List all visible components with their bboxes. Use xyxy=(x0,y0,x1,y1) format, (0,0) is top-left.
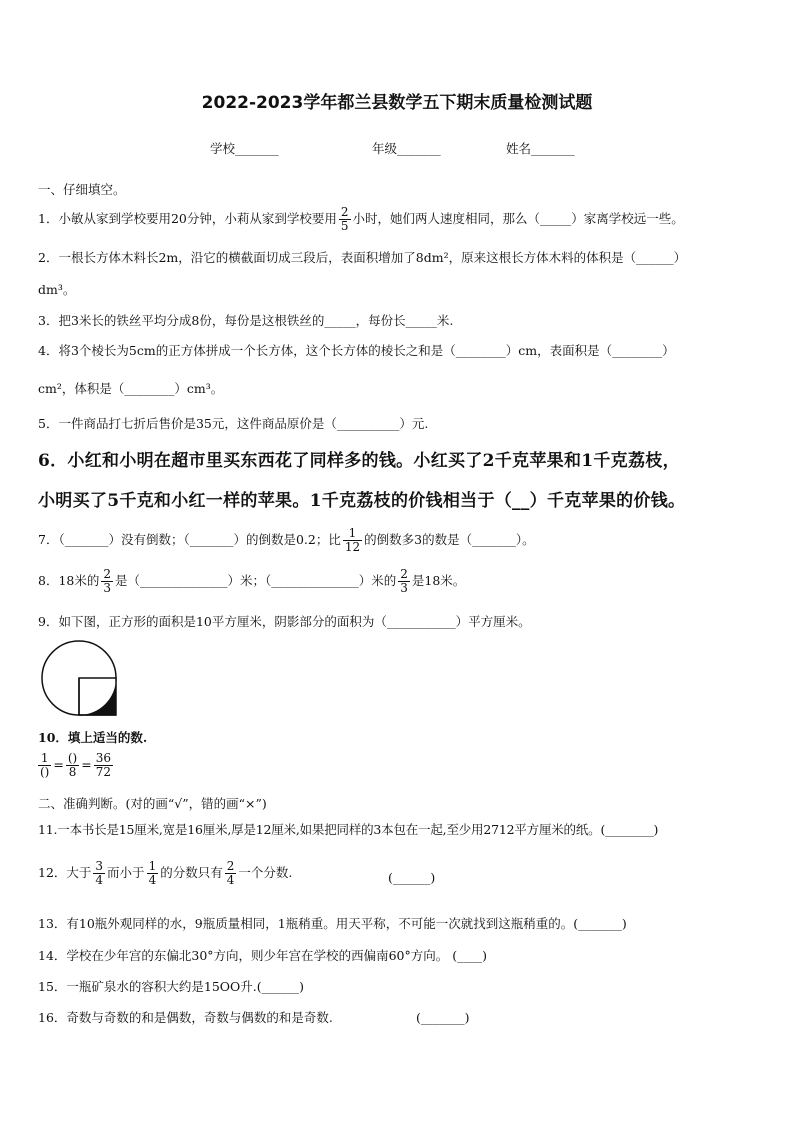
eq-fraction-2: $\frac{()}{8}$ xyxy=(67,751,78,779)
question-6-cont: 小明买了5千克和小红一样的苹果。1千克荔枝的价钱相当于（__）千克苹果的价钱。 xyxy=(38,491,686,511)
q12-text-b: 而小于 xyxy=(107,865,145,880)
q12-fraction-1: $\frac{3}{4}$ xyxy=(95,859,104,887)
question-2: 2．一根长方体木料长2m，沿它的横截面切成三段后，表面积增加了8dm²，原来这根长方体木料的体积是（______） xyxy=(38,250,687,265)
q12-text-a: 12．大于 xyxy=(38,865,92,880)
question-16-answer: (_______) xyxy=(416,1010,470,1025)
q7-text-a: 7．（_______）没有倒数；（_______）的倒数是0.2；比 xyxy=(38,532,341,547)
question-11: 11.一本书长是15厘米,宽是16厘米,厚是12厘米,如果把同样的3本包在一起,至少用2712平方厘米的纸。(________) xyxy=(38,822,659,837)
q7-fraction: $\frac{1}{12}$ xyxy=(344,526,361,554)
section-2-heading: 二、准确判断。(对的画“√”，错的画“×”) xyxy=(38,796,267,811)
question-12-answer: (______) xyxy=(388,870,436,885)
q8-fraction-1: $\frac{2}{3}$ xyxy=(103,567,111,595)
school-field: 学校_______ xyxy=(210,141,279,156)
question-4: 4．将3个棱长为5cm的正方体拼成一个长方体，这个长方体的棱长之和是（________）cm，表面积是（________） xyxy=(38,343,675,358)
q1-fraction: $\frac{2}{5}$ xyxy=(340,205,349,233)
question-10-equation: $\frac{1}{()}$ = $\frac{()}{8}$ = $\frac{36}{72}$ xyxy=(40,751,111,779)
eq-fraction-1: $\frac{1}{()}$ xyxy=(40,751,50,779)
q12-text-d: 一个分数. xyxy=(238,865,293,880)
page-title: 2022-2023学年都兰县数学五下期末质量检测试题 xyxy=(201,93,593,113)
question-14: 14．学校在少年宫的东偏北30°方向，则少年宫在学校的西偏南60°方向。 (____) xyxy=(38,948,487,963)
circle-square-figure xyxy=(40,640,120,720)
question-6: 6．小红和小明在超市里买东西花了同样多的钱。小红买了2千克苹果和1千克荔枝， xyxy=(38,451,680,471)
question-12 xyxy=(38,860,292,887)
question-7 xyxy=(38,527,535,554)
q8-text-b: 是（______________）米；（______________）米的 xyxy=(115,573,397,588)
question-9: 9．如下图，正方形的面积是10平方厘米，阴影部分的面积为（___________）平方厘米。 xyxy=(38,614,531,629)
q12-text-c: 的分数只有 xyxy=(160,865,223,880)
name-field: 姓名_______ xyxy=(506,141,575,156)
question-13: 13．有10瓶外观同样的水，9瓶质量相同，1瓶稍重。用天平称，不可能一次就找到这瓶稍重的。(_______) xyxy=(38,916,627,931)
question-2-unit: dm³。 xyxy=(38,282,76,297)
q1-text-a: 1．小敏从家到学校要用20分钟，小莉从家到学校要用 xyxy=(38,211,337,226)
q1-text-b: 小时，她们两人速度相同，那么（_____）家离学校远一些。 xyxy=(352,211,684,226)
q8-fraction-2: $\frac{2}{3}$ xyxy=(400,567,408,595)
q12-fraction-2: $\frac{1}{4}$ xyxy=(148,859,157,887)
q12-fraction-3: $\frac{2}{4}$ xyxy=(226,859,235,887)
question-5: 5．一件商品打七折后售价是35元，这件商品原价是（__________）元. xyxy=(38,416,429,431)
question-3: 3．把3米长的铁丝平均分成8份，每份是这根铁丝的_____，每份长_____米. xyxy=(38,313,454,328)
question-16: 16．奇数与奇数的和是偶数，奇数与偶数的和是奇数. xyxy=(38,1010,333,1025)
grade-field: 年级_______ xyxy=(372,141,441,156)
question-8 xyxy=(38,568,465,595)
question-15: 15．一瓶矿泉水的容积大约是15OO升.(______) xyxy=(38,979,305,994)
q8-text-a: 8．18米的 xyxy=(38,573,100,588)
q7-text-b: 的倒数多3的数是（_______）。 xyxy=(364,532,535,547)
question-1 xyxy=(38,206,684,233)
q8-text-c: 是18米。 xyxy=(411,573,466,588)
question-10: 10．填上适当的数. xyxy=(38,730,148,745)
question-4-cont: cm²，体积是（________）cm³。 xyxy=(38,381,224,396)
eq-fraction-3: $\frac{36}{72}$ xyxy=(95,751,111,779)
section-1-heading: 一、仔细填空。 xyxy=(38,182,126,197)
